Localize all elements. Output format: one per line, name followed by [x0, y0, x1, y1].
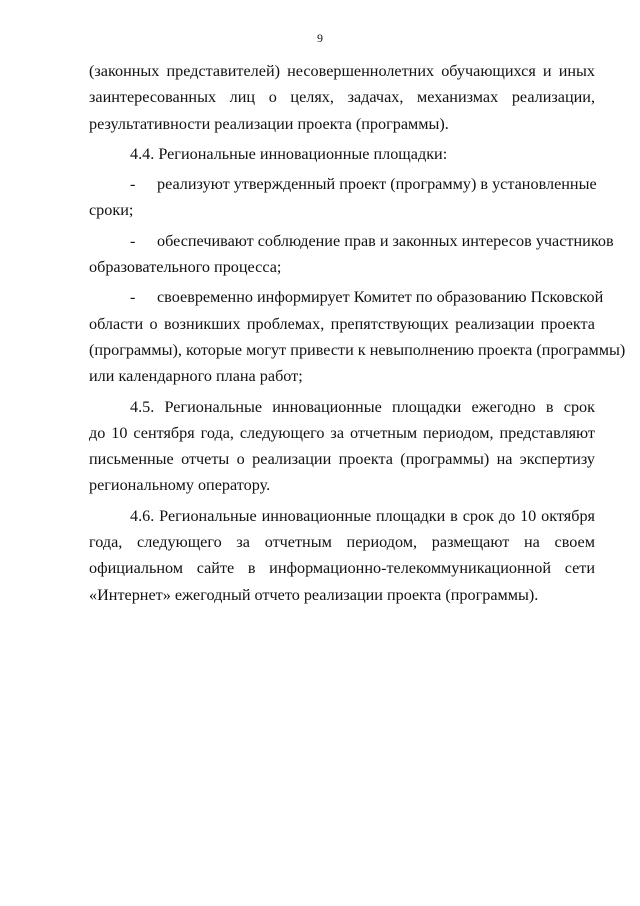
section-4-6-line-4: «Интернет» ежегодный отчето реализации проекта (программы).	[89, 585, 539, 604]
bullet-2-line-1: обеспечивают соблюдение прав и законных интересов участников	[157, 231, 614, 250]
bullet-dash: -	[130, 231, 136, 250]
section-4-6-line-2: года, следующего за отчетным периодом, размещают на своем	[89, 533, 595, 552]
section-4-6-line-3: официальном сайте в информационно-телекоммуникационной сети	[89, 559, 595, 578]
bullet-3-line-2: области о возникших проблемах, препятствующих реализации проекта	[89, 314, 595, 333]
section-4-4-heading: 4.4. Региональные инновационные площадки:	[130, 144, 448, 163]
section-4-5-line-4: региональному оператору.	[89, 476, 271, 495]
section-4-5-line-3: письменные отчеты о реализации проекта (программы) на экспертизу	[89, 450, 595, 469]
bullet-dash: -	[130, 175, 136, 194]
bullet-1-line-1: реализуют утвержденный проект (программу) в установленные	[157, 175, 597, 194]
bullet-1-line-2: сроки;	[89, 201, 134, 220]
section-4-5-line-2: до 10 сентября года, следующего за отчетным периодом, представляют	[89, 423, 595, 442]
document-body	[89, 58, 626, 608]
bullet-item-2	[89, 228, 614, 254]
bullet-2-line-2: образовательного процесса;	[89, 258, 282, 277]
page-number: 9	[317, 31, 323, 45]
bullet-item-1	[89, 171, 595, 197]
section-4-6-line-1: 4.6. Региональные инновационные площадки в срок до 10 октября	[130, 506, 595, 525]
intro-line-1: (законных представителей) несовершеннолетних обучающихся и иных	[89, 62, 595, 80]
bullet-item-3	[89, 284, 604, 310]
intro-line-2: заинтересованных лиц о целях, задачах, механизмах реализации,	[89, 88, 595, 107]
bullet-3-line-4: или календарного плана работ;	[89, 367, 303, 386]
bullet-3-line-1: своевременно информирует Комитет по образованию Псковской	[157, 288, 604, 307]
bullet-dash: -	[130, 288, 136, 307]
section-4-5-line-1: 4.5. Региональные инновационные площадки ежегодно в срок	[130, 397, 595, 416]
intro-line-3: результативности реализации проекта (программы).	[89, 114, 449, 133]
bullet-3-line-3: (программы), которые могут привести к невыполнению проекта (программы)	[89, 340, 626, 359]
